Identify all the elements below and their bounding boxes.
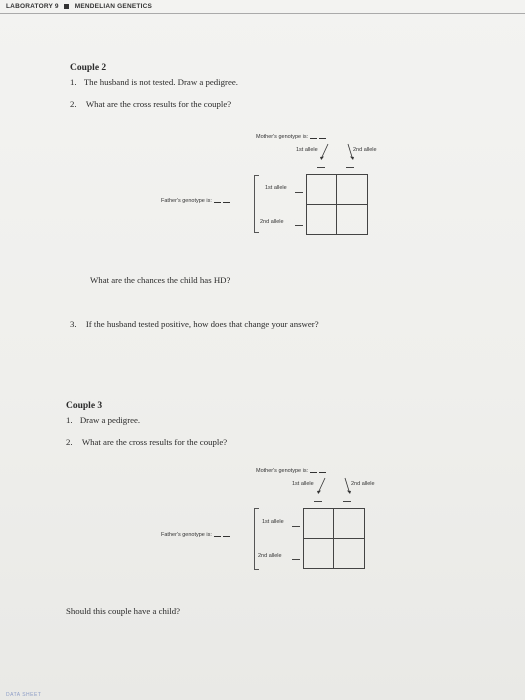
couple2-q3-number: 3. xyxy=(70,319,77,329)
couple3-father-label: Father's genotype is: xyxy=(161,532,212,538)
couple3-mother-blank-1 xyxy=(310,472,317,473)
couple2-punnett-cell[interactable] xyxy=(307,175,337,205)
couple2-father-genotype xyxy=(161,198,230,204)
couple2-father-second-allele: 2nd allele xyxy=(260,219,284,225)
couple2-q3-text: If the husband tested positive, how does that change your answer? xyxy=(85,319,319,329)
couple3-allele-arrows-icon xyxy=(315,477,357,495)
couple3-mother-allele2-blank xyxy=(343,501,351,502)
couple3-mother-first-allele: 1st allele xyxy=(292,481,314,487)
couple2-chances-question: What are the chances the child has HD? xyxy=(90,275,231,285)
couple2-title: Couple 2 xyxy=(70,63,107,73)
couple3-title: Couple 3 xyxy=(66,401,103,411)
couple3-mother-label: Mother's genotype is: xyxy=(256,468,309,474)
couple2-q2-number: 2. xyxy=(70,99,77,109)
couple2-father-first-allele: 1st allele xyxy=(265,185,287,191)
couple3-punnett-cell[interactable] xyxy=(304,539,334,569)
couple3-q1 xyxy=(66,415,140,425)
couple3-q2-number: 2. xyxy=(66,437,73,447)
couple2-punnett-square xyxy=(306,174,368,235)
couple2-father-allele1-blank xyxy=(295,192,303,193)
couple3-father-second-allele: 2nd allele xyxy=(258,553,282,559)
lab-topic: MENDELIAN GENETICS xyxy=(74,2,153,10)
couple2-father-label: Father's genotype is: xyxy=(161,198,212,204)
couple2-mother-blank-1 xyxy=(310,138,317,139)
couple3-father-allele1-blank xyxy=(292,526,300,527)
running-header xyxy=(6,0,152,12)
couple3-father-blank-2 xyxy=(223,536,230,537)
couple2-father-allele2-blank xyxy=(295,225,303,226)
couple3-punnett-cell[interactable] xyxy=(334,539,364,569)
lab-number: LABORATORY 9 xyxy=(6,2,59,10)
couple2-q3 xyxy=(70,319,319,329)
header-separator-square xyxy=(64,4,69,9)
couple2-father-blank-2 xyxy=(223,202,230,203)
couple2-mother-genotype xyxy=(256,134,326,140)
couple2-q2 xyxy=(70,99,231,109)
couple2-allele-arrows-icon xyxy=(318,143,360,161)
couple3-father-genotype xyxy=(161,532,230,538)
couple2-mother-blank-2 xyxy=(319,138,326,139)
couple2-mother-allele1-blank xyxy=(317,167,325,168)
couple3-punnett-square xyxy=(303,508,365,569)
couple3-mother-second-allele: 2nd allele xyxy=(351,481,375,487)
couple2-punnett-cell[interactable] xyxy=(337,205,367,235)
couple3-father-bracket xyxy=(254,508,259,570)
couple3-q1-text: Draw a pedigree. xyxy=(79,415,141,425)
couple3-q1-number: 1. xyxy=(66,415,73,425)
couple2-q1 xyxy=(70,77,238,87)
couple2-q1-text: The husband is not tested. Draw a pedigree. xyxy=(83,77,238,87)
couple2-father-bracket xyxy=(254,175,259,233)
couple3-father-blank-1 xyxy=(214,536,221,537)
couple3-q2-text: What are the cross results for the couple? xyxy=(81,437,228,447)
couple2-q1-number: 1. xyxy=(70,77,77,87)
header-rule xyxy=(0,13,525,14)
couple2-mother-second-allele: 2nd allele xyxy=(353,147,377,153)
couple2-mother-label: Mother's genotype is: xyxy=(256,134,309,140)
couple3-mother-genotype xyxy=(256,468,326,474)
couple2-q2-text: What are the cross results for the couple? xyxy=(85,99,232,109)
couple3-child-question: Should this couple have a child? xyxy=(66,606,181,616)
couple2-punnett-cell[interactable] xyxy=(307,205,337,235)
couple3-punnett-cell[interactable] xyxy=(304,509,334,539)
couple3-father-allele2-blank xyxy=(292,559,300,560)
couple3-punnett-cell[interactable] xyxy=(334,509,364,539)
couple2-mother-allele2-blank xyxy=(346,167,354,168)
couple3-mother-blank-2 xyxy=(319,472,326,473)
couple3-father-first-allele: 1st allele xyxy=(262,519,284,525)
couple3-mother-allele1-blank xyxy=(314,501,322,502)
couple2-mother-first-allele: 1st allele xyxy=(296,147,318,153)
couple3-q2 xyxy=(66,437,227,447)
couple2-father-blank-1 xyxy=(214,202,221,203)
couple2-punnett-cell[interactable] xyxy=(337,175,367,205)
page-footer: DATA SHEET xyxy=(6,692,42,698)
